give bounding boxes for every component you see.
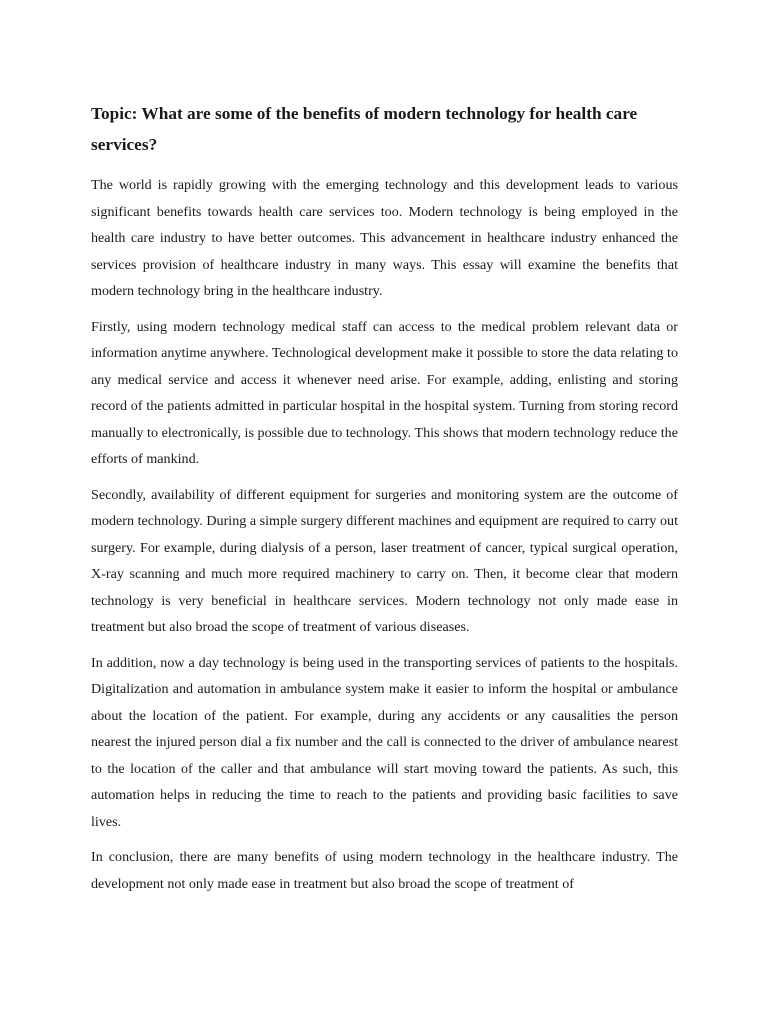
essay-title: Topic: What are some of the benefits of modern technology for health care services? bbox=[91, 104, 638, 154]
paragraph-conclusion: In conclusion, there are many benefits of using modern technology in the healthcare industry. The development not only made ease in treatment but also broad the scope of treatment of bbox=[91, 849, 678, 892]
paragraph-introduction: The world is rapidly growing with the emerging technology and this development leads to various significant benefits towards health care services too. Modern technology is being employed in the health care industry to have better outcomes. This advancement in healthcare industry enhanced the services provision of healthcare industry in many ways. This essay will examine the benefits that modern technology bring in the healthcare industry. bbox=[91, 177, 678, 299]
paragraph-in-addition: In addition, now a day technology is being used in the transporting services of patients to the hospitals. Digitalization and automation in ambulance system make it easier to inform the hospital or ambulance about the location of the patient. For example, during any accidents or any causalities the person nearest the injured person dial a fix number and the call is connected to the driver of ambulance nearest to the location of the caller and that ambulance will start moving toward the patients. As such, this automation helps in reducing the time to reach to the patients and providing basic facilities to save lives. bbox=[91, 654, 678, 830]
paragraph-firstly: Firstly, using modern technology medical staff can access to the medical problem relevant data or information anytime anywhere. Technological development make it possible to store the data relating to any medical service and access it whenever need arise. For example, adding, enlisting and storing record of the patients admitted in particular hospital in the hospital system. Turning from storing record manually to electronically, is possible due to technology. This shows that modern technology reduce the efforts of mankind. bbox=[91, 318, 678, 467]
document-body bbox=[91, 98, 678, 906]
paragraph-secondly: Secondly, availability of different equipment for surgeries and monitoring system are the outcome of modern technology. During a simple surgery different machines and equipment are required to carry out surgery. For example, during dialysis of a person, laser treatment of cancer, typical surgical operation, X-ray scanning and much more required machinery to carry on. Then, it become clear that modern technology is very beneficial in healthcare services. Modern technology not only made ease in treatment but also broad the scope of treatment of various diseases. bbox=[91, 486, 678, 635]
